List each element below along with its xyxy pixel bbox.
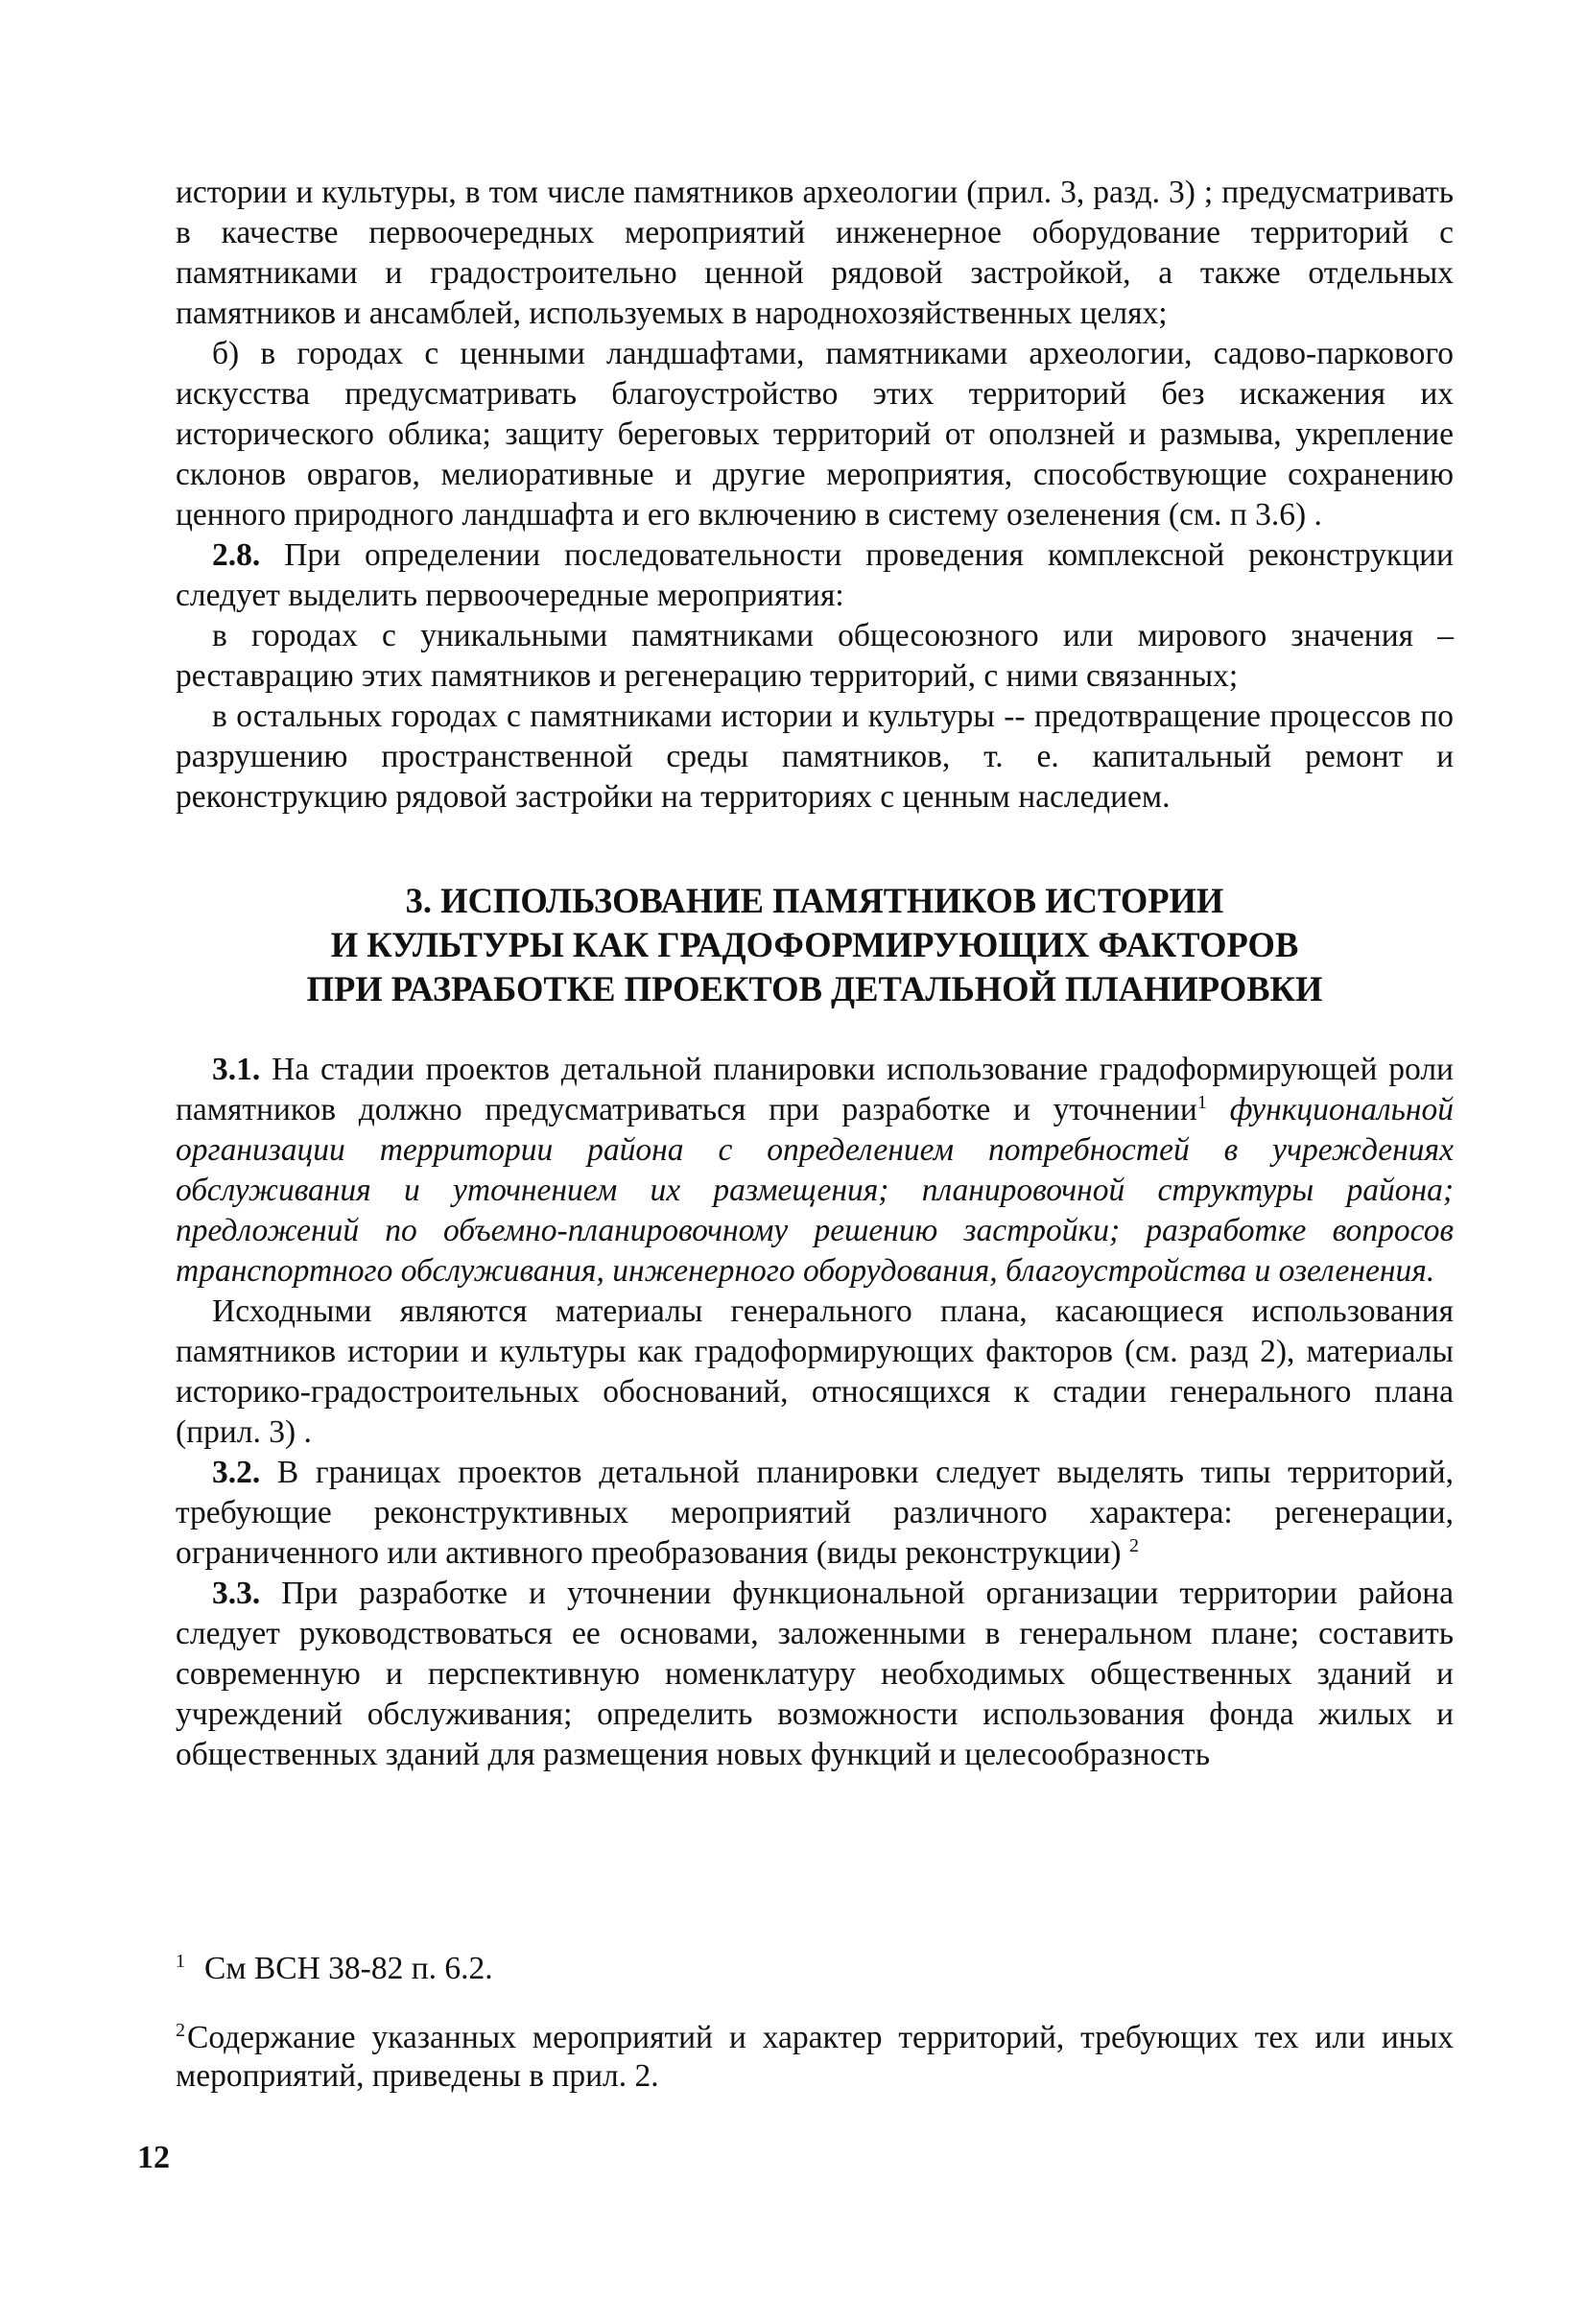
paragraph-3-2 — [176, 1453, 1454, 1574]
section-heading-line-3: ПРИ РАЗРАБОТКЕ ПРОЕКТОВ ДЕТАЛЬНОЙ ПЛАНИРОВКИ — [306, 969, 1323, 1008]
clause-number-2-8: 2.8. — [212, 537, 261, 573]
footnote-ref-1[interactable]: 1 — [1196, 1091, 1207, 1113]
footnote-mark-1: 1 — [176, 1950, 185, 1972]
page-body — [176, 173, 1454, 1775]
section-heading-line-2: И КУЛЬТУРЫ КАК ГРАДОФОРМИРУЮЩИХ ФАКТОРОВ — [330, 925, 1299, 964]
clause-number-3-2: 3.2. — [212, 1455, 261, 1490]
footnote-ref-2[interactable]: 2 — [1128, 1534, 1139, 1556]
clause-text-2-8: При определении последовательности проведения комплексной реконструкции следует выделить первоочередные мероприятия: — [176, 537, 1454, 613]
paragraph-unique-cities: в городах с уникальными памятниками общесоюзного или мирового значения – реставрацию этих памятников и регенерацию территорий, с ними связанных; — [176, 618, 1454, 694]
clause-number-3-3: 3.3. — [212, 1576, 261, 1611]
section-heading — [176, 879, 1454, 1011]
paragraph-b: б) в городах с ценными ландшафтами, памятниками археологии, садово-паркового искусства предусматривать благоустройство этих территорий без искажения их исторического облика; защиту береговых территорий от оползней и размыва, укрепление склонов оврагов, мелиоративные и другие мероприятия, способствующие сохранению ценного природного ландшафта и его включению в систему озеленения (см. п 3.6) . — [176, 336, 1454, 533]
section-heading-line-1: 3. ИСПОЛЬЗОВАНИЕ ПАМЯТНИКОВ ИСТОРИИ — [405, 881, 1224, 920]
footnote-text-1: См ВСН 38-82 п. 6.2. — [204, 1951, 493, 1986]
paragraph-continuation: истории и культуры, в том числе памятников археологии (прил. 3, разд. 3) ; предусматривать в качестве первоочередных мероприятий инженерное оборудование территорий с памятниками и градостроительно ценной рядовой застройкой, а также отдельных памятников и ансамблей, используемых в народнохозяйственных целях; — [176, 175, 1454, 331]
paragraph-other-cities: в остальных городах с памятниками истории и культуры -- предотвращение процессов по разрушению пространственной среды памятников, т. е. капитальный ремонт и реконструкцию рядовой застройки на территориях с ценным наследием. — [176, 699, 1454, 815]
clause-text-3-1-a: На стадии проектов детальной планировки использование градоформирующей роли памятников должно предусматриваться при разработке и уточнении — [176, 1052, 1454, 1127]
paragraph-source-materials: Исходными являются материалы генерального плана, касающиеся использования памятников истории и культуры как градоформирующих факторов (см. разд 2), материалы историко-градостроительных обоснований, относящихся к стадии генерального плана (прил. 3) . — [176, 1293, 1454, 1450]
paragraph-2-8 — [176, 535, 1454, 616]
clause-text-3-3: При разработке и уточнении функциональной организации территории района следует руководствоваться ее основами, заложенными в генеральном плане; составить современную и перспективную номенклатуру необходимых общественных зданий и учреждений обслуживания; определить возможности использования фонда жилых и общественных зданий для размещения новых функций и целесообразность — [176, 1576, 1454, 1772]
footnote-text-2: Содержание указанных мероприятий и характер территорий, требующих тех или иных мероприятий, приведены в прил. 2. — [176, 2020, 1454, 2094]
paragraph-3-3 — [176, 1574, 1454, 1775]
footnote-2 — [176, 2019, 1454, 2096]
clause-text-3-2: В границах проектов детальной планировки следует выделять типы территорий, требующие реконструктивных мероприятий различного характера: регенерации, ограниченного или активного преобразования (виды реконструкции) — [176, 1455, 1454, 1571]
paragraph-3-1 — [176, 1050, 1454, 1292]
footnotes — [176, 1950, 1454, 2126]
footnote-1 — [176, 1950, 1454, 1988]
footnote-mark-2: 2 — [176, 2019, 185, 2041]
clause-number-3-1: 3.1. — [212, 1052, 261, 1087]
clause-text-3-1-b: функциональной организации территории района с определением потребностей в учреждениях обслуживания и уточнением их размещения; планировочной структуры района; предложений по объемно-планировочному решению застройки; разработке вопросов транспортного обслуживания, инженерного оборудования, благоустройства и озеленения. — [176, 1092, 1454, 1289]
page-number: 12 — [137, 2140, 170, 2175]
